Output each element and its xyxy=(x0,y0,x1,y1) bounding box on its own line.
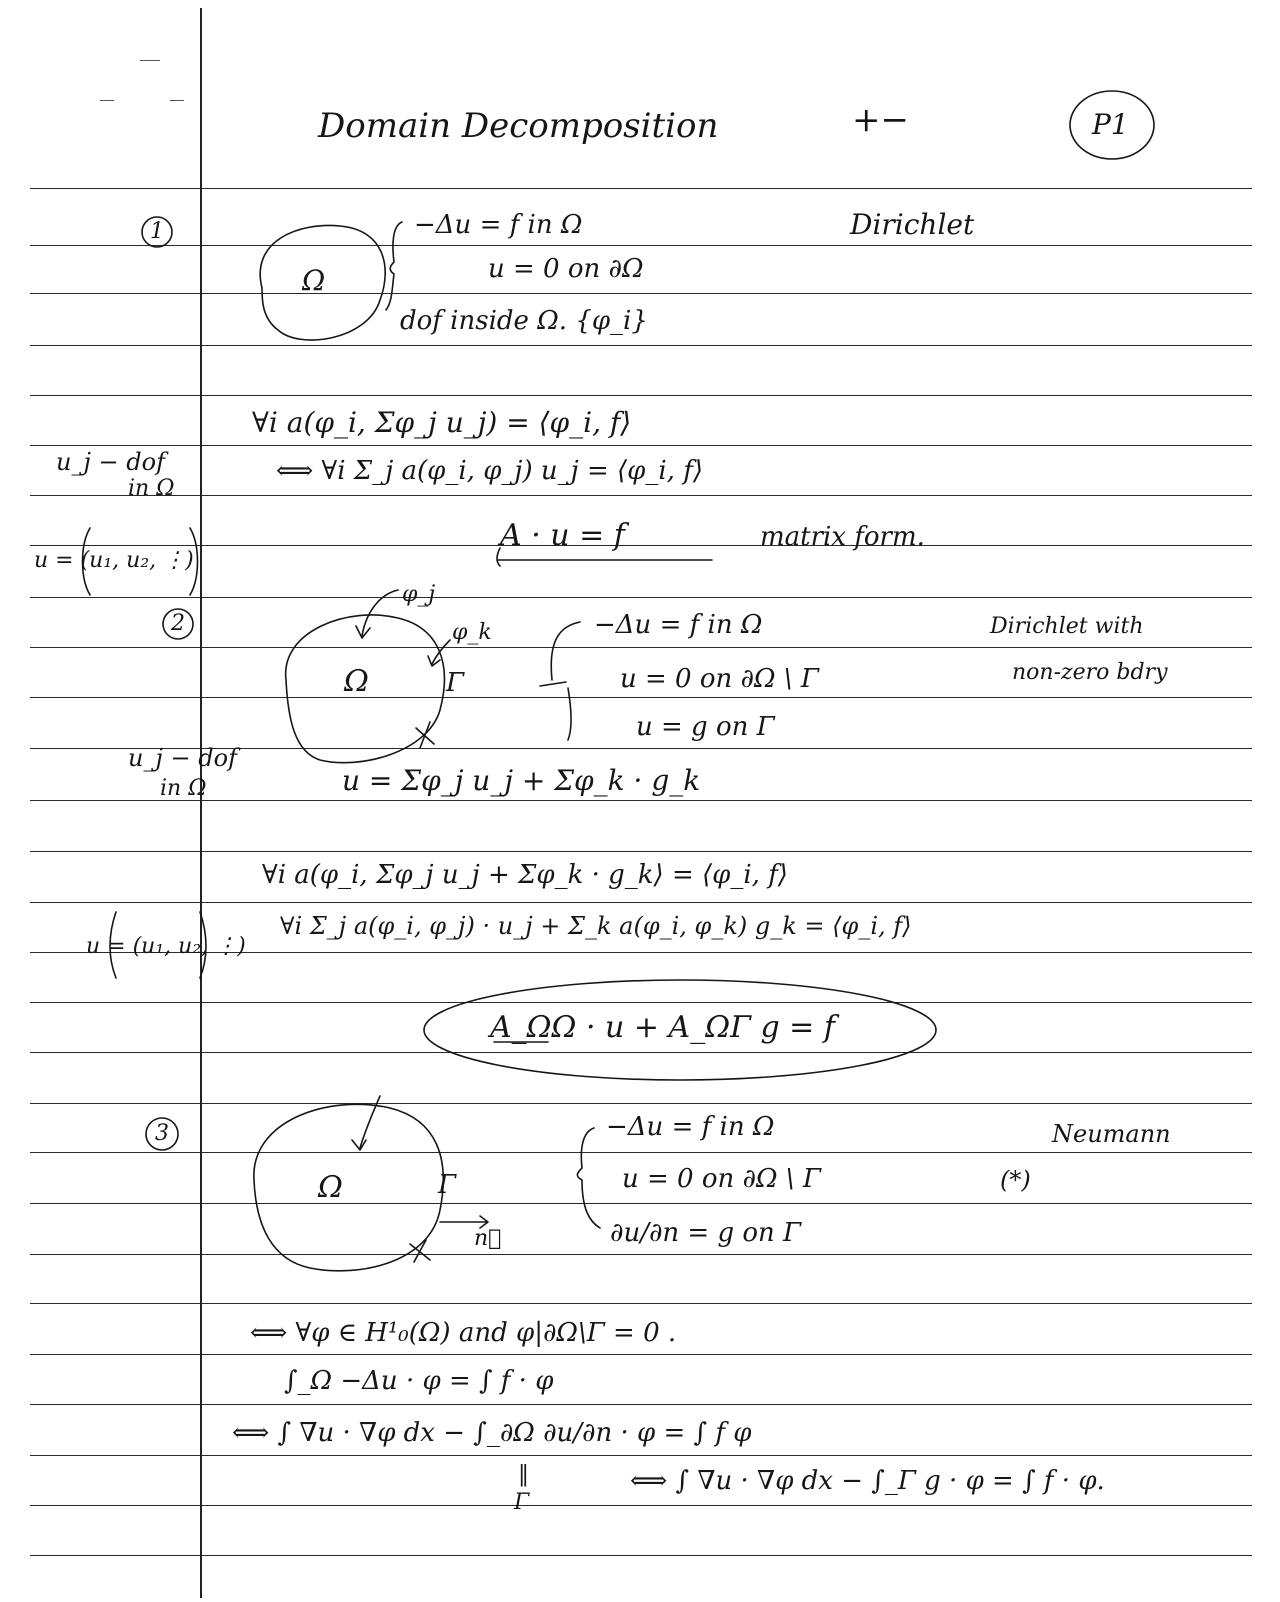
section-1-margin-vector: u = (u₁, u₂, ⋮) xyxy=(34,548,194,573)
section-3-equals-mark: ‖ xyxy=(518,1462,529,1487)
section-1-eq1: −Δu = f in Ω xyxy=(414,210,583,240)
section-2-expanded-sum: ∀i Σ_j a(φ_i, φ_j) · u_j + Σ_k a(φ_i, φ_k) g_k = ⟨φ_i, f⟩ xyxy=(280,912,912,940)
page-label: P1 xyxy=(1092,108,1129,141)
section-1-matrix: A · u = f xyxy=(500,518,625,553)
section-1-eq2: u = 0 on ∂Ω xyxy=(488,254,644,284)
section-2-margin-vector: u = (u₁, u₂, ⋮) xyxy=(86,934,246,959)
section-1-margin-in: in Ω xyxy=(128,476,175,501)
section-2-margin-in: in Ω xyxy=(160,776,207,801)
section-3-test-space: ⟺ ∀φ ∈ H¹₀(Ω) and φ|∂Ω\Γ = 0 . xyxy=(250,1318,677,1348)
section-3-type: Neumann xyxy=(1052,1120,1171,1148)
section-2-phi-k: φ_k xyxy=(452,620,492,645)
section-2-eq3: u = g on Γ xyxy=(636,712,775,742)
section-1-dof-line: dof inside Ω. {φ_i} xyxy=(400,306,648,336)
section-3-equals-gamma: Γ xyxy=(514,1490,530,1515)
section-1-number: 1 xyxy=(150,219,164,244)
plus-minus-mark: +− xyxy=(852,100,909,140)
section-3-integral-2: ⟺ ∫ ∇u · ∇φ dx − ∫_∂Ω ∂u/∂n · φ = ∫ f φ xyxy=(232,1418,752,1448)
section-3-integral-1: ∫_Ω −Δu · φ = ∫ f · φ xyxy=(284,1366,554,1396)
section-3-eq1: −Δu = f in Ω xyxy=(606,1112,775,1142)
section-1-sum-form: ⟺ ∀i Σ_j a(φ_i, φ_j) u_j = ⟨φ_i, f⟩ xyxy=(276,456,703,486)
brace-3 xyxy=(577,1128,600,1228)
section-2-eq2: u = 0 on ∂Ω \ Γ xyxy=(620,664,819,694)
region-circle-3 xyxy=(254,1104,443,1271)
brace-1 xyxy=(386,222,402,310)
section-1-matrix-note: matrix form. xyxy=(760,522,925,552)
section-2-margin-dof: u_j − dof xyxy=(128,744,237,772)
section-3-eq3: ∂u/∂n = g on Γ xyxy=(610,1218,802,1248)
section-2-type-line2: non-zero bdry xyxy=(1012,660,1168,685)
section-2-eq1: −Δu = f in Ω xyxy=(594,610,763,640)
section-1-type: Dirichlet xyxy=(850,208,975,241)
arrow-phi-j xyxy=(362,590,398,636)
section-1-weak-form: ∀i a(φ_i, Σφ_j u_j) = ⟨φ_i, f⟩ xyxy=(252,406,632,439)
section-2-boxed-equation: A_ΩΩ · u + A_ΩΓ g = f xyxy=(490,1010,835,1045)
arrow-boundary-3-head xyxy=(352,1140,366,1150)
section-2-expansion: u = Σφ_j u_j + Σφ_k · g_k xyxy=(342,764,701,797)
page-title: Domain Decomposition xyxy=(318,106,719,146)
section-3-gamma: Γ xyxy=(438,1170,457,1200)
section-3-region-label: Ω xyxy=(318,1170,343,1205)
section-3-star: (*) xyxy=(1000,1166,1031,1194)
section-2-weak-form: ∀i a(φ_i, Σφ_j u_j + Σφ_k · g_k⟩ = ⟨φ_i, f⟩ xyxy=(262,860,788,890)
section-3-integral-3: ⟺ ∫ ∇u · ∇φ dx − ∫_Γ g · φ = ∫ f · φ. xyxy=(630,1466,1105,1496)
section-2-phi-j: φ_j xyxy=(402,582,436,607)
section-2-type-line1: Dirichlet with xyxy=(990,614,1144,639)
section-3-eq2: u = 0 on ∂Ω \ Γ xyxy=(622,1164,821,1194)
section-2-number: 2 xyxy=(171,611,185,636)
section-3-normal-label: n⃗ xyxy=(474,1226,502,1251)
section-3-number: 3 xyxy=(155,1121,169,1146)
section-2-gamma: Γ xyxy=(446,668,465,698)
brace-2 xyxy=(540,622,580,740)
section-1-margin-dof: u_j − dof xyxy=(56,448,165,476)
section-2-region-label: Ω xyxy=(344,664,369,699)
section-1-region-label: Ω xyxy=(302,264,326,297)
